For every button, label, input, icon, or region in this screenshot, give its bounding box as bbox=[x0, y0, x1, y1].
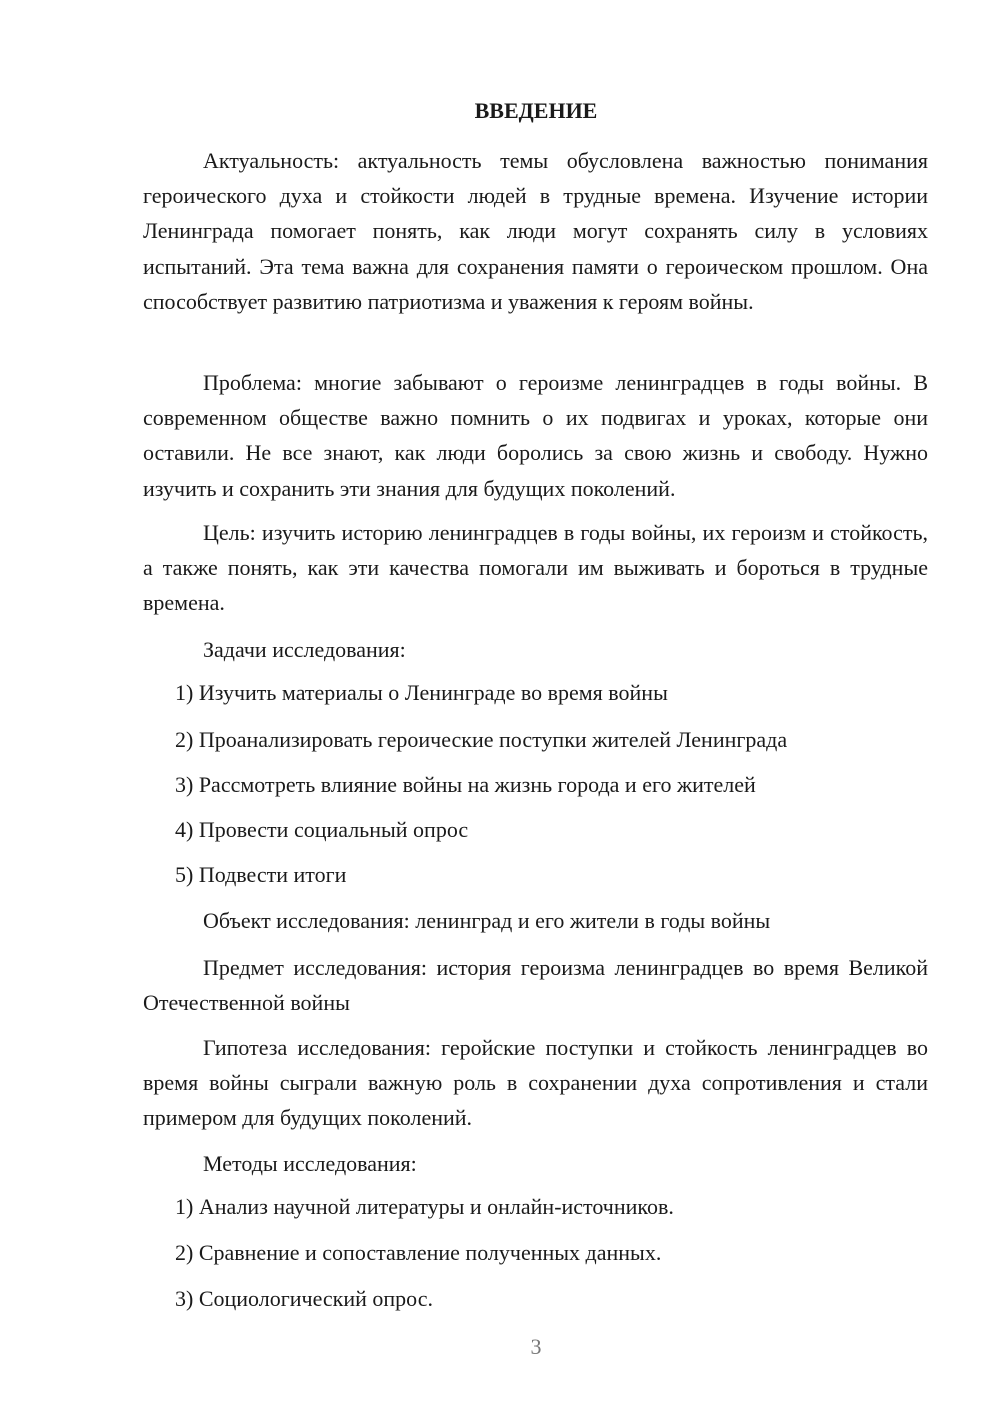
problem-paragraph: Проблема: многие забывают о героизме ленинградцев в годы войны. В современном обществе важно помнить о их подвигах и уроках, которые они оставили. Не все знают, как люди боролись за свою жизнь и свободу. Нужно изучить и сохранить эти знания для будущих поколений. bbox=[143, 370, 928, 501]
relevance-paragraph: Актуальность: актуальность темы обусловлена важностью понимания героического духа и стойкости людей в трудные времена. Изучение истории Ленинграда помогает понять, как люди могут сохранять силу в условиях испытаний. Эта тема важна для сохранения памяти о героическом прошлом. Она способствует развитию патриотизма и уважения к героям войны. bbox=[143, 148, 928, 314]
task-item-3: 3) Рассмотреть влияние войны на жизнь города и его жителей bbox=[175, 772, 756, 797]
page-number: 3 bbox=[530, 1334, 542, 1359]
task-item-1: 1) Изучить материалы о Ленинграде во время войны bbox=[175, 680, 668, 705]
subject-paragraph: Предмет исследования: история героизма ленинградцев во время Великой Отечественной войны bbox=[143, 955, 928, 1016]
page-title: ВВЕДЕНИЕ bbox=[474, 98, 598, 123]
method-item-3: 3) Социологический опрос. bbox=[175, 1286, 433, 1311]
methods-heading: Методы исследования: bbox=[203, 1151, 417, 1176]
task-item-4: 4) Провести социальный опрос bbox=[175, 817, 469, 842]
task-item-5: 5) Подвести итоги bbox=[175, 862, 347, 887]
method-item-1: 1) Анализ научной литературы и онлайн-источников. bbox=[175, 1194, 674, 1219]
hypothesis-paragraph: Гипотеза исследования: геройские поступки и стойкость ленинградцев во время войны сыграли важную роль в сохранении духа сопротивления и стали примером для будущих поколений. bbox=[143, 1035, 928, 1131]
tasks-heading: Задачи исследования: bbox=[203, 637, 406, 662]
object-paragraph: Объект исследования: ленинград и его жители в годы войны bbox=[203, 908, 771, 933]
goal-paragraph: Цель: изучить историю ленинградцев в годы войны, их героизм и стойкость, а также понять, как эти качества помогали им выживать и бороться в трудные времена. bbox=[143, 520, 928, 616]
method-item-2: 2) Сравнение и сопоставление полученных данных. bbox=[175, 1240, 662, 1265]
task-item-2: 2) Проанализировать героические поступки жителей Ленинграда bbox=[175, 727, 788, 752]
